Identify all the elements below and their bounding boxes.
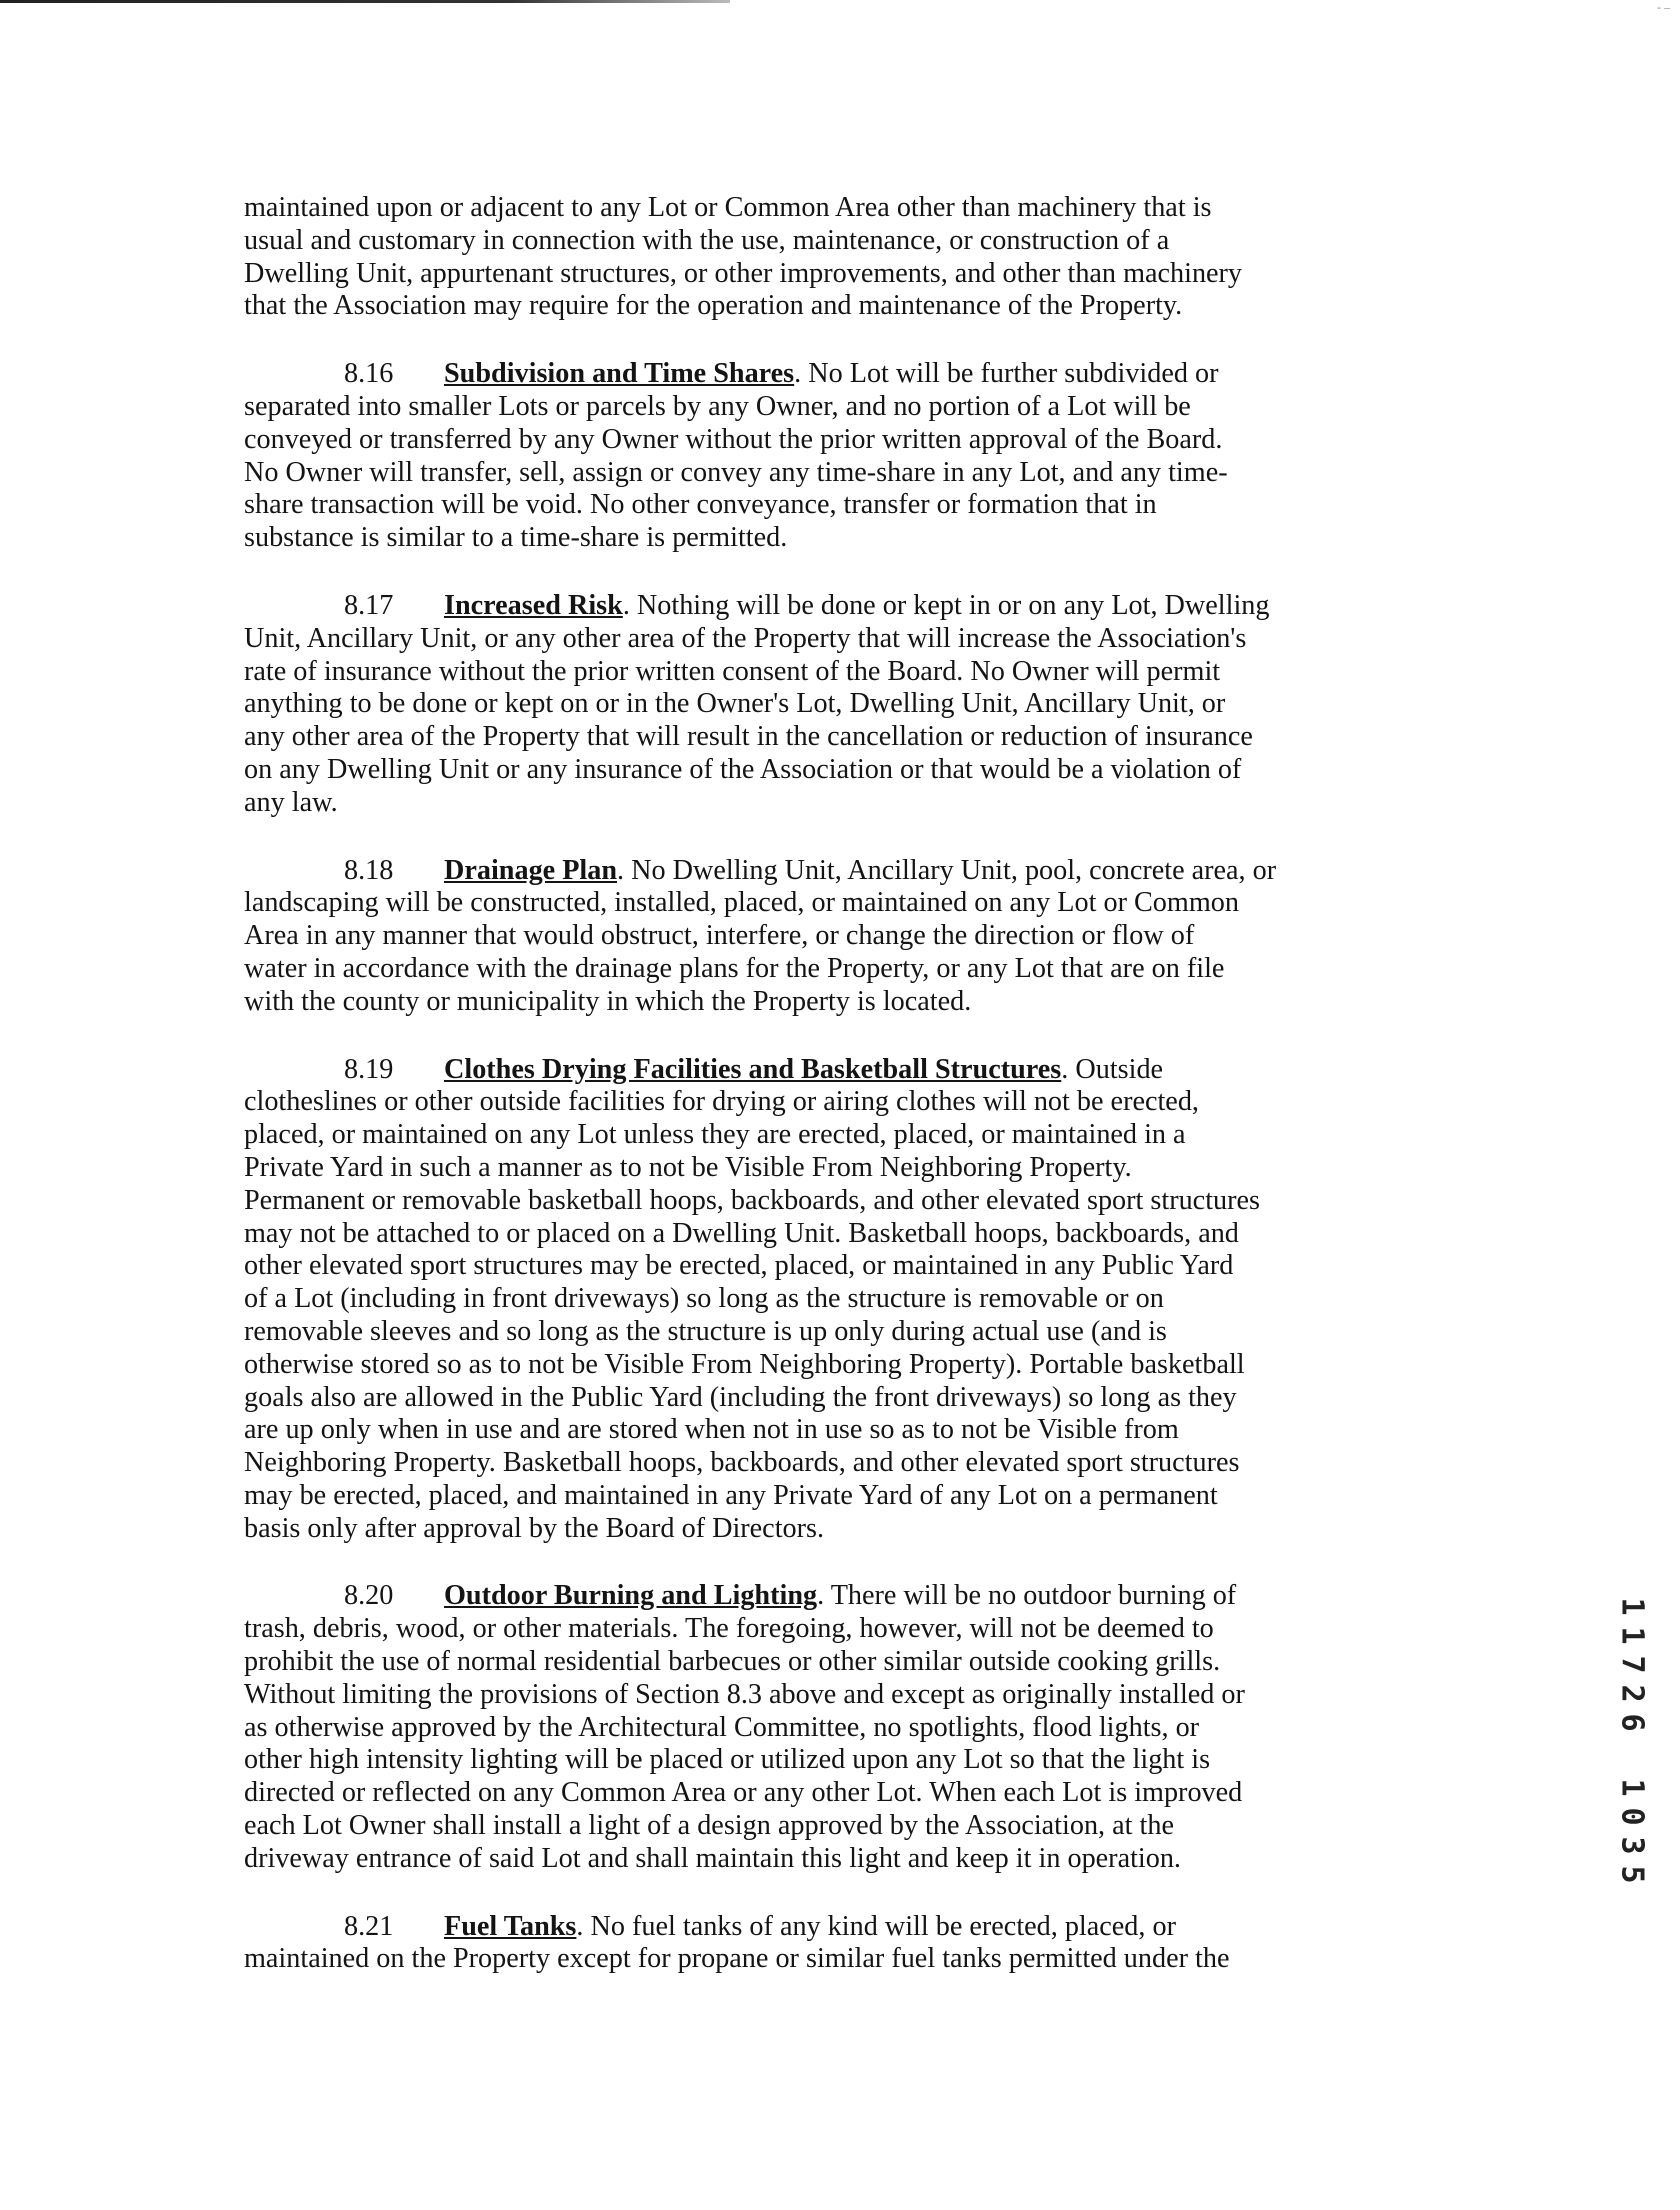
section-number: 8.17	[344, 589, 394, 621]
section-8-21	[244, 1911, 1444, 1977]
section-first-line-text: . No Lot will be further subdivided or	[794, 358, 1219, 390]
text-line: share transaction will be void. No other conveyance, transfer or formation that in	[244, 489, 1157, 521]
section-heading: Outdoor Burning and Lighting	[444, 1580, 818, 1612]
text-line: of a Lot (including in front driveways) so long as the structure is removable or on	[244, 1283, 1164, 1315]
section-heading: Increased Risk	[444, 589, 623, 621]
text-line: maintained on the Property except for propane or similar fuel tanks permitted under the	[244, 1943, 1230, 1975]
section-first-line-text: . There will be no outdoor burning of	[817, 1580, 1237, 1612]
section-heading: Clothes Drying Facilities and Basketball Structures	[444, 1053, 1062, 1085]
text-line: Unit, Ancillary Unit, or any other area of the Property that will increase the Association's	[244, 622, 1247, 654]
text-line: anything to be done or kept on or in the Owner's Lot, Dwelling Unit, Ancillary Unit, or	[244, 688, 1226, 720]
text-line: that the Association may require for the operation and maintenance of the Property.	[244, 290, 1183, 322]
section-8-20	[244, 1580, 1444, 1875]
text-line: trash, debris, wood, or other materials. The foregoing, however, will not be deemed to	[244, 1613, 1214, 1645]
text-line: other elevated sport structures may be erected, placed, or maintained in any Public Yard	[244, 1250, 1234, 1282]
section-first-line	[244, 358, 1444, 391]
text-line: driveway entrance of said Lot and shall maintain this light and keep it in operation.	[244, 1842, 1181, 1874]
text-line: each Lot Owner shall install a light of a design approved by the Association, at the	[244, 1810, 1174, 1842]
section-number: 8.20	[344, 1580, 394, 1612]
stamp-digit: 6	[1614, 1713, 1650, 1732]
stamp-digit: 7	[1614, 1655, 1650, 1674]
stamp-digit: 5	[1614, 1865, 1650, 1884]
text-line: directed or reflected on any Common Area or any other Lot. When each Lot is improved	[244, 1777, 1243, 1809]
text-line: basis only after approval by the Board of Directors.	[244, 1512, 825, 1544]
corner-mark: - –	[1657, 0, 1670, 14]
intro-paragraph	[244, 192, 1444, 323]
section-8-17	[244, 590, 1444, 820]
section-first-line	[244, 1580, 1444, 1613]
section-first-line-text: . Nothing will be done or kept in or on any Lot, Dwelling	[622, 589, 1270, 621]
text-line: on any Dwelling Unit or any insurance of the Association or that would be a violation of	[244, 753, 1242, 785]
section-heading: Fuel Tanks	[444, 1910, 577, 1942]
text-line: prohibit the use of normal residential barbecues or other similar outside cooking grills.	[244, 1646, 1221, 1678]
stamp-digit: 1	[1614, 1597, 1650, 1616]
text-line: goals also are allowed in the Public Yard (including the front driveways) so long as they	[244, 1381, 1237, 1413]
stamp-digit: 2	[1614, 1684, 1650, 1703]
top-scan-rule	[0, 0, 730, 3]
text-line: No Owner will transfer, sell, assign or convey any time-share in any Lot, and any time-	[244, 456, 1228, 488]
text-line: landscaping will be constructed, installed, placed, or maintained on any Lot or Common	[244, 887, 1239, 919]
text-line: may not be attached to or placed on a Dwelling Unit. Basketball hoops, backboards, and	[244, 1217, 1239, 1249]
section-number: 8.18	[344, 854, 394, 886]
section-8-18	[244, 855, 1444, 1019]
text-line: are up only when in use and are stored when not in use so as to not be Visible from	[244, 1414, 1179, 1446]
recording-number-stamp	[1612, 1592, 1652, 1889]
text-line: any law.	[244, 786, 338, 818]
text-line: Dwelling Unit, appurtenant structures, or other improvements, and other than machinery	[244, 257, 1243, 289]
section-number: 8.21	[344, 1910, 394, 1942]
section-number: 8.19	[344, 1053, 394, 1085]
text-line: Private Yard in such a manner as to not be Visible From Neighboring Property.	[244, 1151, 1132, 1183]
section-8-16	[244, 358, 1444, 555]
text-line: Area in any manner that would obstruct, interfere, or change the direction or flow of	[244, 920, 1195, 952]
text-line: conveyed or transferred by any Owner without the prior written approval of the Board.	[244, 423, 1223, 455]
text-line: usual and customary in connection with the use, maintenance, or construction of a	[244, 224, 1170, 256]
text-line: separated into smaller Lots or parcels by any Owner, and no portion of a Lot will be	[244, 390, 1191, 422]
section-first-line	[244, 1911, 1444, 1944]
text-line: placed, or maintained on any Lot unless they are erected, placed, or maintained in a	[244, 1119, 1186, 1151]
section-heading: Drainage Plan	[444, 854, 618, 886]
text-line: other high intensity lighting will be placed or utilized upon any Lot so that the light is	[244, 1744, 1211, 1776]
text-line: with the county or municipality in which the Property is located.	[244, 985, 972, 1017]
text-line: rate of insurance without the prior written consent of the Board. No Owner will permit	[244, 655, 1221, 687]
text-line: substance is similar to a time-share is permitted.	[244, 522, 788, 554]
text-line: Neighboring Property. Basketball hoops, backboards, and other elevated sport structures	[244, 1447, 1240, 1479]
text-line: Permanent or removable basketball hoops, backboards, and other elevated sport structures	[244, 1184, 1260, 1216]
section-8-19	[244, 1054, 1444, 1546]
text-line: clotheslines or other outside facilities for drying or airing clothes will not be erected,	[244, 1086, 1199, 1118]
document-body	[244, 192, 1444, 2011]
section-number: 8.16	[344, 358, 394, 390]
section-first-line	[244, 1054, 1444, 1087]
stamp-digit: 0	[1614, 1807, 1650, 1826]
section-first-line	[244, 590, 1444, 623]
text-line: as otherwise approved by the Architectural Committee, no spotlights, flood lights, or	[244, 1711, 1200, 1743]
section-first-line-text: . Outside	[1061, 1053, 1164, 1085]
text-line: water in accordance with the drainage plans for the Property, or any Lot that are on file	[244, 952, 1225, 984]
section-first-line-text: . No Dwelling Unit, Ancillary Unit, pool, concrete area, or	[617, 854, 1277, 886]
section-heading: Subdivision and Time Shares	[444, 358, 795, 390]
stamp-digit: 1	[1614, 1626, 1650, 1645]
text-line: otherwise stored so as to not be Visible From Neighboring Property). Portable basketball	[244, 1348, 1245, 1380]
text-line: maintained upon or adjacent to any Lot or Common Area other than machinery that is	[244, 192, 1212, 223]
text-line: may be erected, placed, and maintained in any Private Yard of any Lot on a permanent	[244, 1479, 1218, 1511]
stamp-digit: 3	[1614, 1836, 1650, 1855]
section-first-line	[244, 855, 1444, 888]
text-line: Without limiting the provisions of Section 8.3 above and except as originally installed or	[244, 1678, 1245, 1710]
section-first-line-text: . No fuel tanks of any kind will be erected, placed, or	[576, 1910, 1176, 1942]
text-line: any other area of the Property that will result in the cancellation or reduction of insurance	[244, 721, 1253, 753]
stamp-digit: 1	[1614, 1778, 1650, 1797]
text-line: removable sleeves and so long as the structure is up only during actual use (and is	[244, 1315, 1167, 1347]
